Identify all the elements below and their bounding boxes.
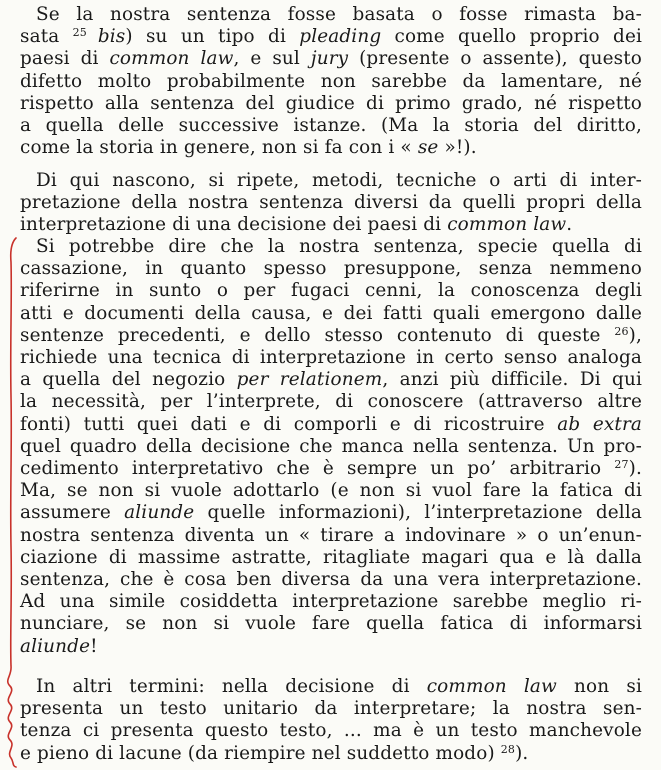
text-run: nunciare, se non si vuole fare quella fatica di informarsi bbox=[20, 613, 642, 635]
italic-run: jury bbox=[310, 48, 349, 70]
text-line bbox=[20, 391, 642, 415]
text-run: paesi di bbox=[20, 48, 110, 70]
text-line bbox=[20, 525, 642, 549]
text-run: ). bbox=[628, 458, 642, 479]
text-run: In altri termini: nella decisione di bbox=[36, 676, 427, 697]
text-run: non si bbox=[556, 676, 642, 697]
italic-run: aliunde bbox=[20, 635, 91, 657]
footnote-ref: 27 bbox=[614, 458, 629, 471]
italic-run: bis bbox=[97, 26, 126, 48]
text-line bbox=[20, 414, 642, 438]
text-run: ). bbox=[515, 742, 529, 764]
italic-run: per relationem bbox=[236, 369, 383, 391]
text-run: ! bbox=[90, 635, 98, 657]
text-line bbox=[36, 170, 642, 194]
text-line bbox=[36, 676, 642, 700]
text-line bbox=[20, 280, 642, 304]
text-run: ciazione di massime astratte, ritagliate magari qua e là dalla bbox=[20, 546, 642, 568]
text-run: ) su un tipo di bbox=[125, 26, 300, 48]
text-run: riferirne in sunto o per fugaci cenni, la conoscenza degli bbox=[20, 280, 642, 302]
text-run: »!). bbox=[438, 137, 477, 159]
italic-run: common law bbox=[426, 676, 557, 697]
text-line bbox=[20, 325, 642, 349]
text-line bbox=[20, 480, 642, 504]
text-line bbox=[20, 115, 642, 139]
text-run: Ad una simile cosiddetta interpretazione sarebbe meglio ri- bbox=[20, 591, 642, 613]
text-line bbox=[20, 369, 642, 393]
text-run: come la storia in genere, non si fa con i « bbox=[20, 137, 418, 159]
text-line bbox=[20, 458, 642, 482]
text-run: assumere bbox=[20, 502, 125, 524]
text-run: nostra sentenza diventa un « tirare a indovinare » o un’enun- bbox=[20, 524, 642, 546]
text-run: pretazione della nostra sentenza diversi da quelli propri della bbox=[20, 192, 642, 214]
text-run: sentenza, che è cosa ben diversa da una vera interpretazione. bbox=[20, 569, 642, 590]
text-line bbox=[20, 698, 642, 722]
text-line bbox=[20, 192, 642, 216]
text-line bbox=[36, 4, 642, 28]
text-line bbox=[20, 258, 642, 282]
text-run: , e sul bbox=[233, 48, 311, 70]
text-line bbox=[20, 613, 642, 637]
text-run: , anzi più difficile. Di qui bbox=[382, 369, 642, 391]
text-line bbox=[20, 743, 642, 767]
text-run: Se la nostra sentenza fosse basata o fosse rimasta ba- bbox=[36, 4, 642, 25]
italic-run: pleading bbox=[299, 26, 382, 48]
text-run: difetto molto probabilmente non sarebbe da lamentare, né bbox=[20, 70, 642, 92]
text-line bbox=[20, 214, 642, 238]
text-run: quelle informazioni), l’interpretazione della bbox=[194, 502, 642, 524]
text-run: rispetto alla sentenza del giudice di primo grado, né rispetto bbox=[20, 92, 642, 114]
text-line bbox=[20, 636, 642, 660]
text-run: Si potrebbe dire che la nostra sentenza, specie quella di bbox=[36, 236, 642, 257]
text-run: cassazione, in quanto spesso presuppone, senza nemmeno bbox=[20, 258, 642, 280]
italic-run: common law bbox=[109, 48, 234, 70]
text-run: interpretazione di una decisione dei paesi di bbox=[20, 214, 448, 236]
text-run: . bbox=[566, 214, 573, 236]
text-line bbox=[20, 303, 642, 327]
text-run: presenta un testo unitario da interpretare; la nostra sen- bbox=[20, 698, 642, 720]
text-run: cedimento interpretativo che è sempre un po’ arbitrario bbox=[20, 458, 615, 479]
italic-run: se bbox=[417, 137, 439, 159]
text-line bbox=[20, 71, 642, 95]
text-run: come quello proprio dei bbox=[381, 26, 643, 48]
text-run: sata bbox=[20, 26, 73, 48]
footnote-ref: 26 bbox=[614, 324, 629, 338]
text-line bbox=[20, 569, 642, 593]
red-margin-mark bbox=[0, 236, 22, 768]
footnote-ref: 28 bbox=[500, 742, 516, 756]
text-line bbox=[20, 502, 642, 526]
text-run: a quella del negozio bbox=[20, 369, 237, 391]
text-run: la necessità, per l’interprete, di conoscere (attraverso altre bbox=[20, 391, 642, 413]
text-run: quel quadro della decisione che manca nella sentenza. Un pro- bbox=[20, 435, 642, 457]
text-run: (presente o assente), questo bbox=[348, 48, 642, 70]
text-run: ), bbox=[628, 324, 642, 346]
italic-run: aliunde bbox=[124, 502, 195, 524]
text-line bbox=[20, 137, 642, 161]
text-run: e pieno di lacune (da riempire nel suddetto modo) bbox=[20, 742, 501, 764]
text-run: Di qui nascono, si ripete, metodi, tecniche o arti di inter- bbox=[36, 170, 642, 191]
text-run: richiede una tecnica di interpretazione in certo senso analoga bbox=[20, 347, 642, 368]
text-run: sentenze precedenti, e dello stesso contenuto di queste bbox=[20, 324, 615, 346]
text-run: Ma, se non si vuole adottarlo (e non si vuol fare la fatica di bbox=[20, 480, 642, 502]
italic-run: ab extra bbox=[557, 413, 643, 435]
text-run: a quella delle successive istanze. (Ma la storia del diritto, bbox=[20, 115, 642, 136]
text-run: atti e documenti della causa, e dei fatti quali emergono dalle bbox=[20, 302, 642, 324]
text-run: tenza ci presenta questo testo, ... ma è un testo manchevole bbox=[20, 720, 642, 742]
text-line bbox=[20, 547, 642, 571]
text-run: fonti) tutti quei dati e di comporli e di ricostruire bbox=[20, 413, 558, 435]
text-line bbox=[20, 93, 642, 117]
text-line bbox=[20, 591, 642, 615]
text-line bbox=[36, 236, 642, 260]
text-line bbox=[20, 26, 642, 50]
text-line bbox=[20, 720, 642, 744]
italic-run: common law bbox=[447, 214, 567, 236]
footnote-ref: 25 bbox=[72, 26, 98, 40]
text-line bbox=[20, 436, 642, 460]
text-line bbox=[20, 48, 642, 72]
text-line bbox=[20, 347, 642, 371]
